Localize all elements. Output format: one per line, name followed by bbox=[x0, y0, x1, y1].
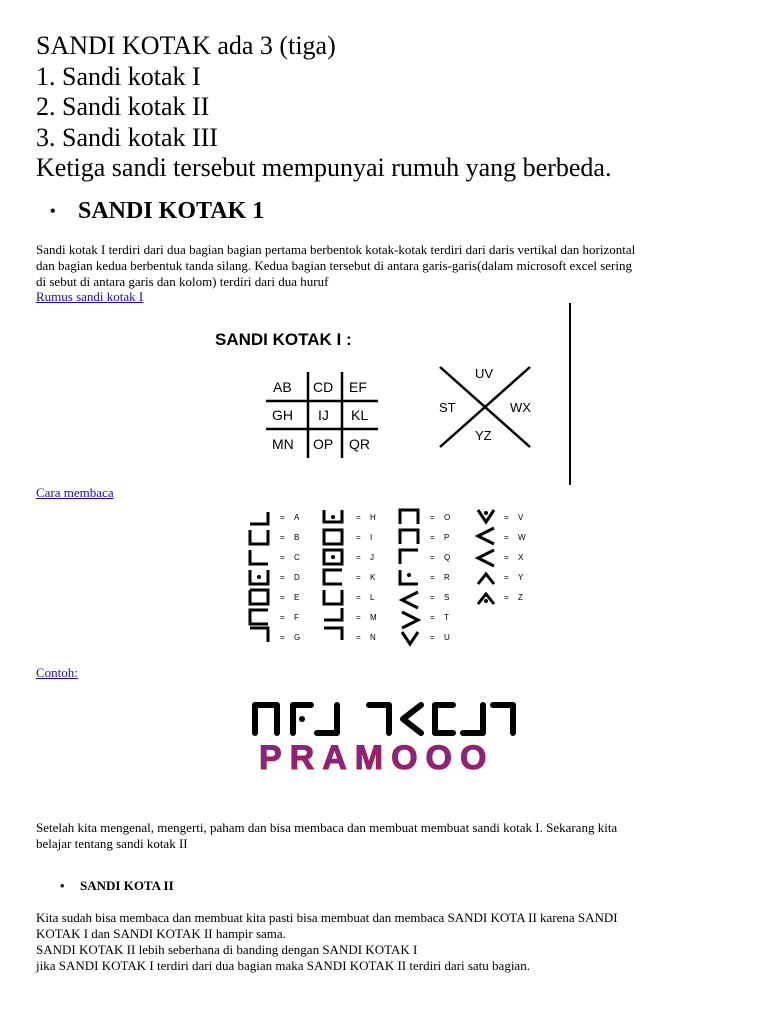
example-symbol bbox=[317, 705, 337, 733]
paragraph-line: Setelah kita mengenal, mengerti, paham dan bisa membaca dan membuat membuat sandi kotak I. Sekarang kita bbox=[36, 820, 618, 835]
cipher-dot bbox=[331, 515, 335, 519]
legend-eq: = bbox=[356, 593, 361, 602]
cipher-symbol bbox=[324, 530, 342, 544]
paragraph-line: KOTAK I dan SANDI KOTAK II hampir sama. bbox=[36, 926, 286, 941]
cipher-symbol bbox=[324, 570, 342, 584]
legend-letter: X bbox=[518, 553, 524, 562]
legend-eq: = bbox=[356, 613, 361, 622]
cipher-symbol bbox=[250, 610, 268, 624]
section-2-paragraph bbox=[36, 820, 617, 852]
cross-label-right: WX bbox=[510, 400, 531, 415]
legend-eq: = bbox=[356, 573, 361, 582]
cipher-symbol bbox=[402, 592, 418, 608]
grid-cell: QR bbox=[349, 436, 370, 452]
contoh-link[interactable]: Contoh: bbox=[36, 665, 78, 680]
grid-cell: MN bbox=[272, 436, 294, 452]
legend-letter: J bbox=[370, 553, 374, 562]
grid-cell: IJ bbox=[318, 407, 329, 423]
grid-cell: CD bbox=[313, 379, 334, 395]
legend-letter: L bbox=[370, 593, 375, 602]
legend-letter: I bbox=[370, 533, 373, 542]
legend-letter: M bbox=[370, 613, 377, 622]
example-symbol bbox=[403, 705, 421, 733]
legend-eq: = bbox=[430, 633, 435, 642]
cipher-symbol bbox=[400, 530, 418, 544]
cipher-legend bbox=[240, 500, 540, 650]
legend-letter: Z bbox=[518, 593, 523, 602]
grid-cell: KL bbox=[351, 407, 369, 423]
paragraph-line: jika SANDI KOTAK I terdiri dari dua bagian maka SANDI KOTAK II terdiri dari satu bagian. bbox=[36, 958, 530, 973]
example-image bbox=[245, 695, 535, 780]
legend-eq: = bbox=[430, 593, 435, 602]
legend-letter: V bbox=[518, 513, 524, 522]
legend-letter: O bbox=[444, 513, 451, 522]
legend-eq: = bbox=[430, 513, 435, 522]
example-word: PRAMOOO bbox=[259, 739, 495, 777]
cipher-symbol bbox=[324, 608, 342, 620]
cipher-symbol bbox=[250, 550, 268, 564]
legend-letter: A bbox=[294, 513, 300, 522]
legend-eq: = bbox=[280, 533, 285, 542]
cipher-dot bbox=[484, 599, 488, 603]
paragraph-line: belajar tentang sandi kotak II bbox=[36, 836, 188, 851]
legend-eq: = bbox=[356, 533, 361, 542]
legend-eq: = bbox=[504, 573, 509, 582]
example-symbol bbox=[369, 705, 389, 733]
rumus-link[interactable]: Rumus sandi kotak I bbox=[36, 289, 144, 304]
cipher-symbol bbox=[402, 632, 418, 644]
legend-eq: = bbox=[356, 633, 361, 642]
legend-letter: S bbox=[444, 593, 450, 602]
example-dot bbox=[299, 716, 305, 722]
legend-letter: F bbox=[294, 613, 299, 622]
cipher-symbol bbox=[250, 590, 268, 604]
legend-eq: = bbox=[280, 633, 285, 642]
section-3-paragraph bbox=[36, 910, 618, 974]
legend-letter: N bbox=[370, 633, 376, 642]
legend-eq: = bbox=[356, 553, 361, 562]
section-1-title: SANDI KOTAK 1 bbox=[78, 198, 265, 224]
legend-eq: = bbox=[356, 513, 361, 522]
paragraph-line: dan bagian kedua berbentuk tanda silang. Kedua bagian tersebut di antara garis-garis(dalam microsoft excel sering bbox=[36, 258, 632, 273]
cipher-dot bbox=[407, 573, 411, 577]
legend-letter: E bbox=[294, 593, 300, 602]
legend-letter: W bbox=[518, 533, 526, 542]
grid-cell: EF bbox=[349, 379, 367, 395]
legend-letter: H bbox=[370, 513, 376, 522]
cara-membaca-link[interactable]: Cara membaca bbox=[36, 485, 114, 500]
intro-line-1: SANDI KOTAK ada 3 (tiga) bbox=[36, 31, 336, 60]
legend-letter: U bbox=[444, 633, 450, 642]
example-symbol bbox=[493, 705, 513, 733]
legend-letter: P bbox=[444, 533, 450, 542]
section-2-heading bbox=[60, 878, 174, 894]
legend-eq: = bbox=[504, 593, 509, 602]
legend-letter: Q bbox=[444, 553, 451, 562]
legend-eq: = bbox=[280, 593, 285, 602]
cross-label-top: UV bbox=[475, 366, 494, 381]
grid-cell: AB bbox=[273, 379, 292, 395]
intro-line-4: 3. Sandi kotak III bbox=[36, 122, 218, 152]
intro-line-2: 1. Sandi kotak I bbox=[36, 61, 201, 91]
legend-eq: = bbox=[430, 613, 435, 622]
section-2-title: SANDI KOTA II bbox=[80, 878, 174, 893]
legend-letter: K bbox=[370, 573, 376, 582]
paragraph-line: Kita sudah bisa membaca dan membuat kita pasti bisa membuat dan membaca SANDI KOTA II karena SANDI bbox=[36, 910, 618, 925]
legend-eq: = bbox=[430, 573, 435, 582]
cipher-symbol bbox=[478, 550, 494, 566]
cipher-dot bbox=[484, 511, 488, 515]
legend-eq: = bbox=[280, 513, 285, 522]
legend-letter: Y bbox=[518, 573, 524, 582]
cipher-symbol bbox=[250, 512, 268, 524]
example-symbol bbox=[435, 705, 453, 733]
legend-eq: = bbox=[504, 513, 509, 522]
sandi-kotak-diagram bbox=[200, 300, 600, 490]
legend-letter: C bbox=[294, 553, 300, 562]
section-1-paragraph bbox=[36, 242, 635, 290]
cipher-symbol bbox=[324, 590, 342, 604]
intro-line-5: Ketiga sandi tersebut mempunyai rumuh yang berbeda. bbox=[36, 153, 612, 182]
cross-label-left: ST bbox=[439, 400, 456, 415]
bullet: • bbox=[60, 878, 65, 893]
legend-eq: = bbox=[504, 553, 509, 562]
grid-cell: GH bbox=[272, 407, 293, 423]
cipher-symbol bbox=[402, 612, 418, 628]
paragraph-line: Sandi kotak I terdiri dari dua bagian bagian pertama berbentok kotak-kotak terdiri dari daris vertikal dan horizontal bbox=[36, 242, 636, 257]
example-symbol bbox=[463, 705, 483, 733]
legend-eq: = bbox=[280, 613, 285, 622]
bullet: • bbox=[50, 203, 56, 221]
grid-cell: OP bbox=[313, 436, 334, 452]
cipher-symbol bbox=[478, 528, 494, 544]
cipher-symbol bbox=[400, 550, 418, 564]
cipher-symbol bbox=[400, 510, 418, 524]
cipher-symbol bbox=[250, 530, 268, 544]
legend-eq: = bbox=[430, 533, 435, 542]
intro-block bbox=[36, 31, 611, 184]
paragraph-line: SANDI KOTAK II lebih seberhana di banding dengan SANDI KOTAK I bbox=[36, 942, 418, 957]
legend-letter: B bbox=[294, 533, 300, 542]
legend-letter: G bbox=[294, 633, 301, 642]
intro-line-3: 2. Sandi kotak II bbox=[36, 92, 210, 121]
legend-letter: D bbox=[294, 573, 300, 582]
section-1-heading bbox=[50, 198, 264, 225]
cipher-dot bbox=[331, 555, 335, 559]
legend-eq: = bbox=[280, 573, 285, 582]
cipher-symbol bbox=[478, 574, 494, 584]
example-symbol bbox=[255, 705, 277, 733]
legend-letter: R bbox=[444, 573, 450, 582]
legend-eq: = bbox=[504, 533, 509, 542]
cipher-dot bbox=[257, 575, 261, 579]
legend-eq: = bbox=[280, 553, 285, 562]
legend-eq: = bbox=[430, 553, 435, 562]
legend-letter: T bbox=[444, 613, 449, 622]
cipher-symbol bbox=[250, 628, 268, 642]
cross-label-bottom: YZ bbox=[475, 428, 492, 443]
paragraph-line: di sebut di antara garis dan kolom) terdiri dari dua huruf bbox=[36, 274, 329, 289]
cipher-symbol bbox=[324, 628, 342, 640]
diagram-title: SANDI KOTAK I : bbox=[215, 330, 352, 349]
